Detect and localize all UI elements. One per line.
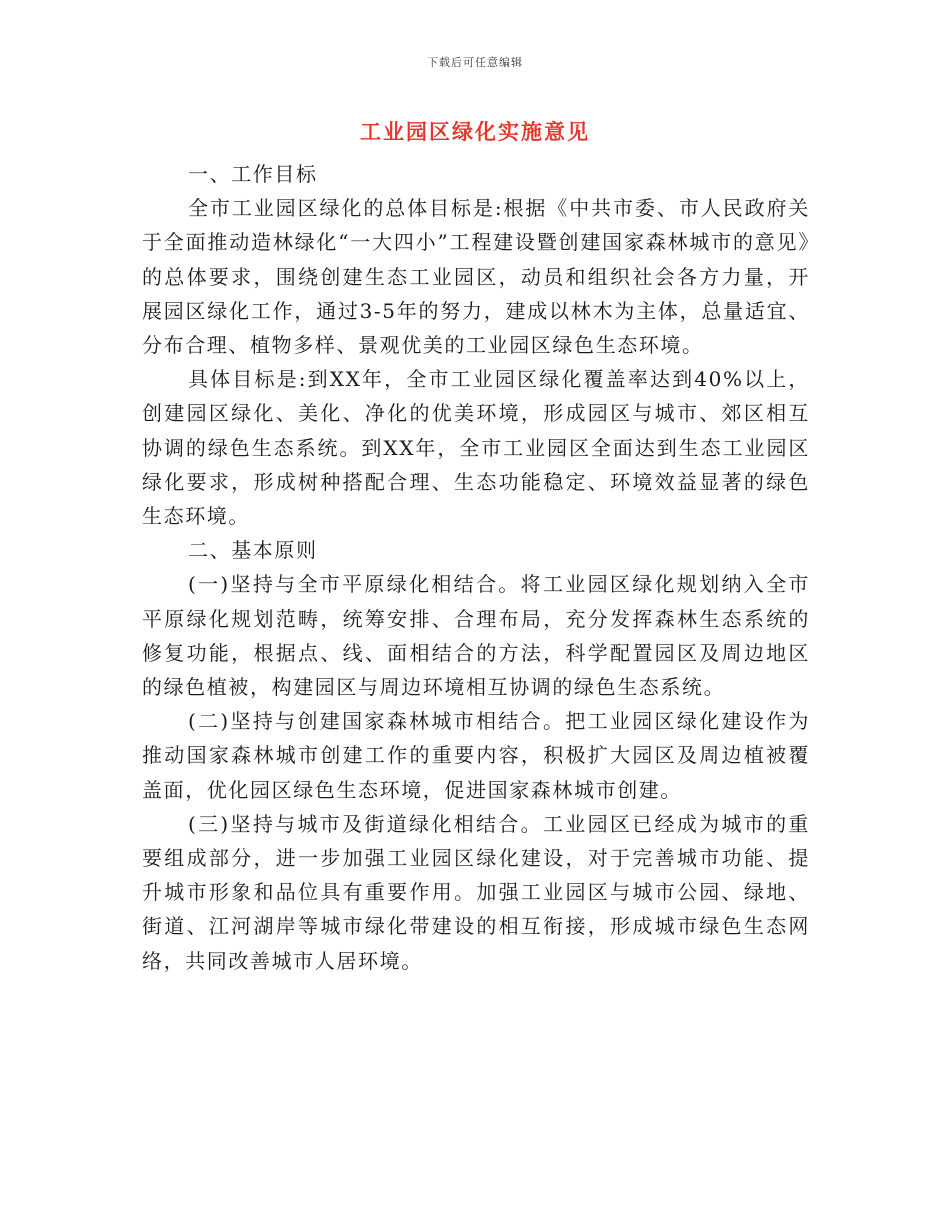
paragraph-specific-goal: 具体目标是:到XX年，全市工业园区绿化覆盖率达到40%以上，创建园区绿化、美化、净化的优美环境，形成园区与城市、郊区相互协调的绿色生态系统。到XX年，全市工业园区全面达到生态工业园区绿化要求，形成树种搭配合理、生态功能稳定、环境效益显著的绿色生态环境。 — [142, 367, 810, 529]
document-body — [142, 157, 810, 978]
paragraph-principle-1: (一)坚持与全市平原绿化相结合。将工业园区绿化规划纳入全市平原绿化规划范畴，统筹安排、合理布局，充分发挥森林生态系统的修复功能，根据点、线、面相结合的方法，科学配置园区及周边地区的绿色植被，构建园区与周边环境相互协调的绿色生态系统。 — [142, 572, 810, 700]
paragraph-overall-goal: 全市工业园区绿化的总体目标是:根据《中共市委、市人民政府关于全面推动造林绿化“一大四小”工程建设暨创建国家森林城市的意见》的总体要求，围绕创建生态工业园区，动员和组织社会各方力量，开展园区绿化工作，通过3-5年的努力，建成以林木为主体，总量适宜、分布合理、植物多样、景观优美的工业园区绿色生态环境。 — [142, 196, 810, 358]
document-title: 工业园区绿化实施意见 — [360, 119, 590, 144]
paragraph-principle-3: (三)坚持与城市及街道绿化相结合。工业园区已经成为城市的重要组成部分，进一步加强工业园区绿化建设，对于完善城市功能、提升城市形象和品位具有重要作用。加强工业园区与城市公园、绿地、街道、江河湖岸等城市绿化带建设的相互衔接，形成城市绿色生态网络，共同改善城市人居环境。 — [142, 811, 810, 973]
paragraph-principle-2: (二)坚持与创建国家森林城市相结合。把工业园区绿化建设作为推动国家森林城市创建工作的重要内容，积极扩大园区及周边植被覆盖面，优化园区绿色生态环境，促进国家森林城市创建。 — [142, 709, 810, 802]
section-heading-goals: 一、工作目标 — [188, 162, 318, 186]
header-note: 下载后可任意编辑 — [427, 56, 523, 69]
section-heading-principles: 二、基本原则 — [188, 538, 318, 563]
